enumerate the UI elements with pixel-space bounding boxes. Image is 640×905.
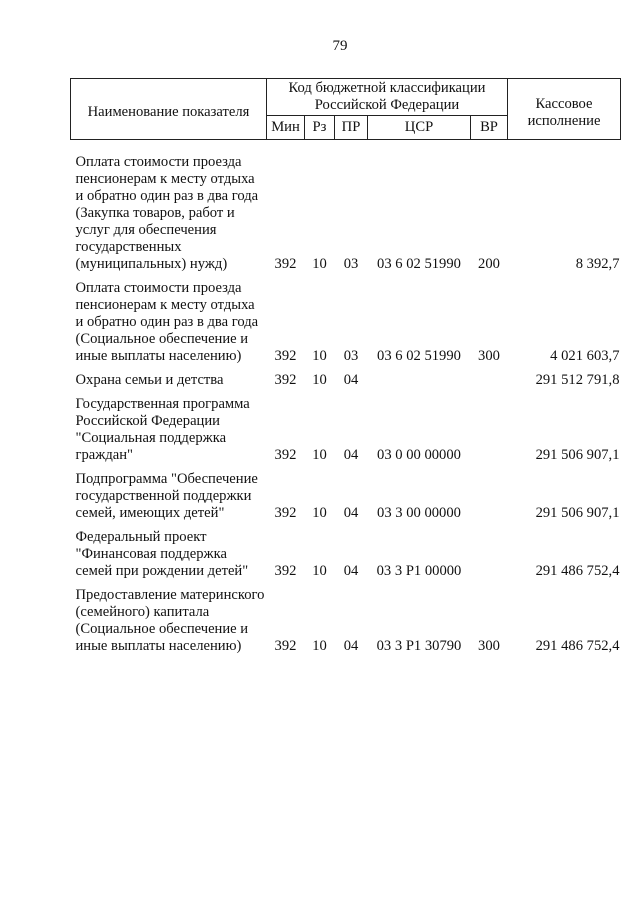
row-csr: 03 6 02 51990 — [377, 348, 461, 364]
row-vr: 300 — [478, 638, 500, 654]
row-csr: 03 3 Р1 00000 — [376, 563, 462, 579]
table-row — [71, 369, 621, 393]
table-row — [71, 584, 621, 659]
row-pr: 04 — [343, 505, 359, 521]
row-pr: 04 — [343, 372, 359, 388]
row-rz: 10 — [312, 505, 327, 521]
row-rz: 10 — [312, 447, 327, 463]
row-rz: 10 — [312, 372, 327, 388]
column-header-pr: ПР — [335, 116, 368, 140]
row-min: 392 — [274, 256, 297, 272]
column-header-csr: ЦСР — [368, 116, 471, 140]
row-pr: 03 — [343, 256, 359, 272]
row-pr: 03 — [343, 348, 359, 364]
row-min: 392 — [274, 505, 297, 521]
budget-table — [70, 78, 621, 659]
table-row — [71, 393, 621, 468]
row-min: 392 — [274, 563, 297, 579]
row-amount: 8 392,7 — [575, 256, 620, 272]
row-amount: 291 506 907,1 — [535, 447, 620, 463]
row-rz: 10 — [312, 563, 327, 579]
row-csr: 03 6 02 51990 — [377, 256, 461, 272]
row-vr: 300 — [478, 348, 500, 364]
row-amount: 291 506 907,1 — [535, 505, 620, 521]
row-amount: 291 512 791,8 — [535, 372, 620, 388]
row-amount: 291 486 752,4 — [535, 563, 620, 579]
column-header-rz: Рз — [305, 116, 335, 140]
row-min: 392 — [274, 447, 297, 463]
row-csr — [368, 369, 471, 393]
table-row — [71, 140, 621, 278]
column-header-name: Наименование показателя — [71, 79, 267, 140]
column-header-cash: Кассовое исполнение — [508, 79, 621, 140]
column-header-vr: ВР — [471, 116, 508, 140]
row-rz: 10 — [312, 256, 327, 272]
row-vr — [471, 369, 508, 393]
row-name: Охрана семьи и детства — [75, 372, 224, 388]
row-amount: 291 486 752,4 — [535, 638, 620, 654]
table-row — [71, 277, 621, 369]
row-name: Предоставление материнского (семейного) капитала (Социальное обеспечение и иные выплаты населению) — [75, 587, 265, 654]
row-pr: 04 — [343, 638, 359, 654]
table-row — [71, 526, 621, 584]
row-vr — [471, 393, 508, 468]
row-rz: 10 — [312, 638, 327, 654]
row-csr: 03 3 00 00000 — [377, 505, 461, 521]
row-name: Оплата стоимости проезда пенсионерам к месту отдыха и обратно один раз в два года (Закупка товаров, работ и услуг для обеспечения государственных (муниципальных) нужд) — [75, 154, 259, 272]
row-min: 392 — [274, 638, 297, 654]
column-header-min: Мин — [267, 116, 305, 140]
row-name: Подпрограмма "Обеспечение государственной поддержки семей, имеющих детей" — [75, 471, 258, 521]
row-pr: 04 — [343, 447, 359, 463]
row-name: Оплата стоимости проезда пенсионерам к месту отдыха и обратно один раз в два года (Социальное обеспечение и иные выплаты населению) — [75, 280, 259, 364]
row-pr: 04 — [343, 563, 359, 579]
table-row — [71, 468, 621, 526]
page-number: 79 — [332, 38, 348, 54]
row-vr: 200 — [478, 256, 500, 272]
row-name: Государственная программа Российской Федерации "Социальная поддержка граждан" — [75, 396, 250, 463]
row-amount: 4 021 603,7 — [550, 348, 620, 364]
row-min: 392 — [274, 348, 297, 364]
row-name: Федеральный проект "Финансовая поддержка семей при рождении детей" — [75, 529, 249, 579]
row-vr — [471, 468, 508, 526]
row-vr — [471, 526, 508, 584]
column-header-code-group: Код бюджетной классификации Российской Федерации — [267, 79, 508, 116]
row-rz: 10 — [312, 348, 327, 364]
row-min: 392 — [274, 372, 297, 388]
header-row-top — [71, 79, 621, 116]
row-csr: 03 3 Р1 30790 — [376, 638, 462, 654]
row-csr: 03 0 00 00000 — [377, 447, 461, 463]
